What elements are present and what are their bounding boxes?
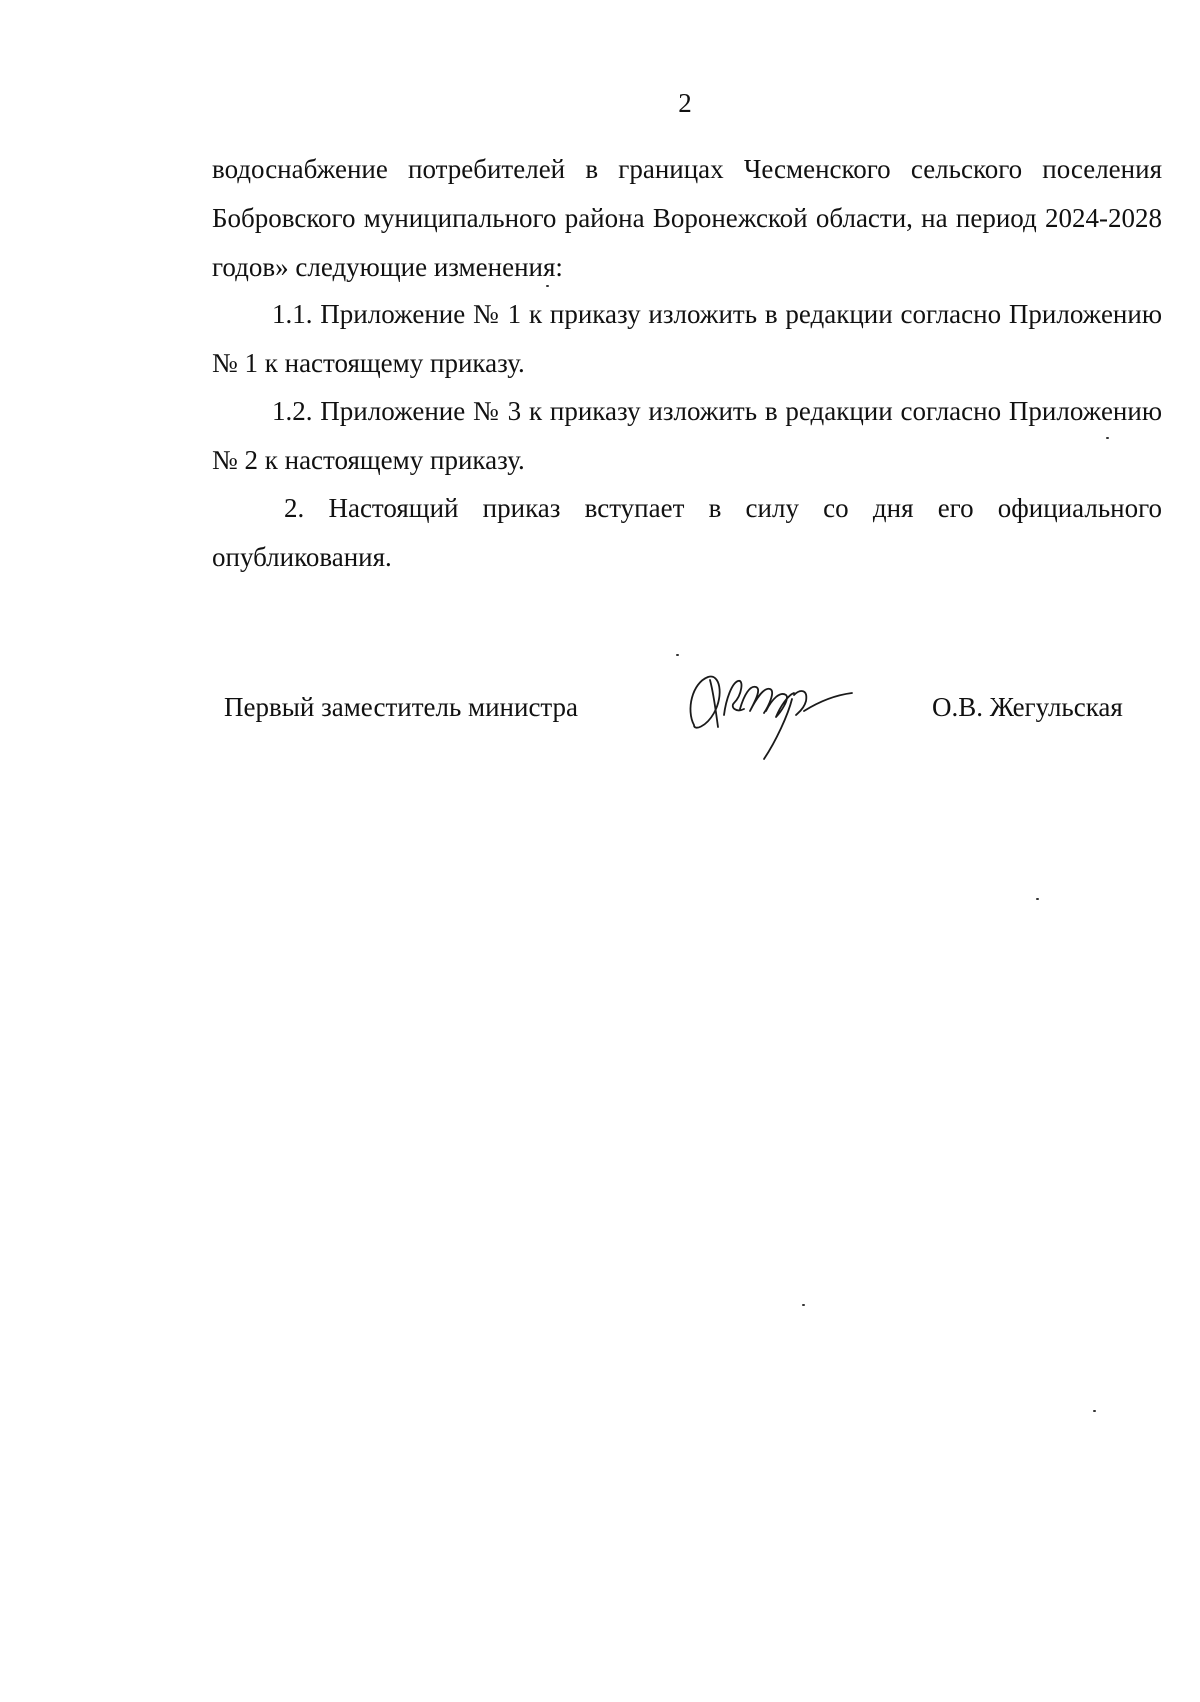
paragraph-text: 1.1. Приложение № 1 к приказу изложить в редакции согласно Приложению № 1 к настоящему приказу.: [212, 299, 1162, 378]
scan-speck: [546, 285, 549, 287]
scan-speck: [1106, 437, 1109, 439]
scan-speck: [1093, 1410, 1096, 1412]
signatory-position: Первый заместитель министра: [224, 692, 579, 722]
paragraph-text: 2. Настоящий приказ вступает в силу со дня его официального опубликования.: [212, 493, 1162, 572]
page-number: 2: [678, 88, 692, 118]
scan-speck: [676, 654, 679, 656]
signatory-name: О.В. Жегульская: [932, 692, 1123, 722]
paragraph-text: 1.2. Приложение № 3 к приказу изложить в редакции согласно Приложению № 2 к настоящему приказу.: [212, 396, 1162, 475]
scan-speck: [802, 1304, 805, 1306]
paragraph-text: водоснабжение потребителей в границах Чесменского сельского поселения Бобровского муниципального района Воронежской области, на период 2024-2028 годов» следующие изменения:: [212, 154, 1162, 282]
handwritten-signature: [680, 655, 860, 765]
paragraph-continuation: [212, 145, 1162, 292]
scan-speck: [1036, 898, 1039, 900]
paragraph-item-2: [212, 484, 1162, 582]
paragraph-item-1-1: [212, 290, 1162, 388]
paragraph-item-1-2: [212, 387, 1162, 485]
